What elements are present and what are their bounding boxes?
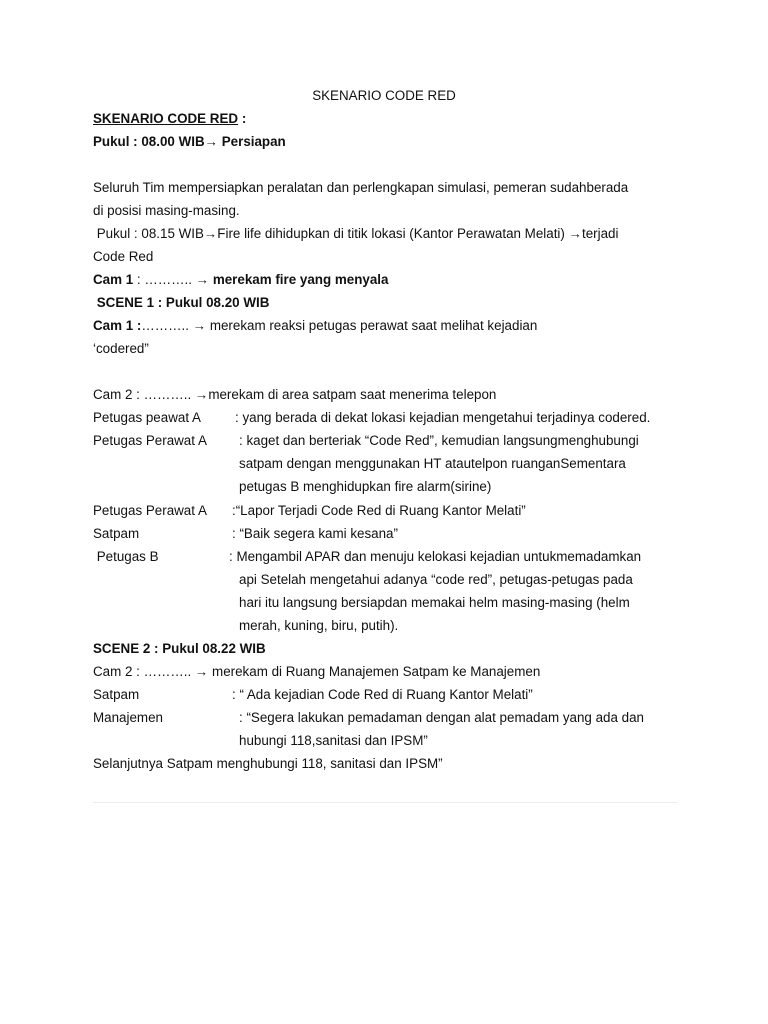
dialog1-speaker-5: Petugas B (93, 549, 159, 564)
dialog1-text-4: : “Baik segera kami kesana” (232, 526, 398, 541)
dialog1-text-1: : yang berada di dekat lokasi kejadian mengetahui terjadinya codered. (235, 410, 651, 425)
dialog1-text-5d: merah, kuning, biru, putih). (239, 618, 399, 633)
heading-text: SKENARIO CODE RED (93, 111, 239, 126)
dialog1-text-5b: api Setelah mengetahui adanya “code red”, petugas-petugas pada (239, 572, 633, 587)
cam2b-line: Cam 2 : ……….. → merekam di Ruang Manajemen Satpam ke Manajemen (93, 664, 541, 679)
dialog1-speaker-3: Petugas Perawat A (93, 503, 207, 518)
dialog2-text-1: : “ Ada kejadian Code Red di Ruang Kantor Melati” (232, 687, 533, 702)
cam1-label: Cam 1 (93, 272, 134, 287)
cam1-action: merekam fire yang menyala (212, 272, 389, 287)
fire-line-2: Code Red (93, 249, 154, 264)
dialog2-speaker-2: Manajemen (93, 710, 163, 725)
fire-line-1: Pukul : 08.15 WIB→Fire life dihidupkan di titik lokasi (Kantor Perawatan Melati) →terjadi (93, 226, 619, 241)
cam1b-continuation: ‘codered” (93, 341, 149, 356)
dialog1-text-2a: : kaget dan berteriak “Code Red”, kemudian langsungmenghubungi (239, 433, 639, 448)
dialog2-text-2b: hubungi 118,sanitasi dan IPSM” (239, 733, 428, 748)
closing-line: Selanjutnya Satpam menghubungi 118, sanitasi dan IPSM” (93, 756, 443, 771)
cam1b-label: Cam 1 : (93, 318, 142, 333)
cam1-line (93, 270, 388, 290)
cam1b-text: ……….. → merekam reaksi petugas perawat saat melihat kejadian (141, 318, 538, 333)
dialog1-text-2b: satpam dengan menggunakan HT atautelpon ruanganSementara (239, 456, 626, 471)
cam1-dots: : ……….. → (133, 272, 213, 287)
dialog1-text-2c: petugas B menghidupkan fire alarm(sirine) (239, 479, 492, 494)
intro-line-1: Seluruh Tim mempersiapkan peralatan dan perlengkapan simulasi, pemeran sudahberada (93, 180, 629, 195)
section-heading (93, 109, 246, 129)
dialog2-speaker-1: Satpam (93, 687, 140, 702)
cam2a-line: Cam 2 : ……….. →merekam di area satpam saat menerima telepon (93, 387, 497, 402)
scene2-heading: SCENE 2 : Pukul 08.22 WIB (93, 641, 266, 656)
heading-colon: : (238, 111, 247, 126)
page-divider (93, 802, 677, 803)
intro-line-2: di posisi masing-masing. (93, 203, 240, 218)
dialog1-text-5c: hari itu langsung bersiapdan memakai helm masing-masing (helm (239, 595, 630, 610)
dialog2-text-2a: : “Segera lakukan pemadaman dengan alat pemadam yang ada dan (239, 710, 644, 725)
prep-time: Pukul : 08.00 WIB→ Persiapan (93, 134, 286, 149)
document-title: SKENARIO CODE RED (312, 88, 456, 103)
scene1-heading: SCENE 1 : Pukul 08.20 WIB (93, 295, 270, 310)
dialog1-speaker-2: Petugas Perawat A (93, 433, 207, 448)
dialog1-speaker-4: Satpam (93, 526, 140, 541)
cam1b-line (93, 316, 537, 336)
dialog1-speaker-1: Petugas peawat A (93, 410, 201, 425)
dialog1-text-5a: : Mengambil APAR dan menuju kelokasi kejadian untukmemadamkan (229, 549, 642, 564)
dialog1-text-3: :“Lapor Terjadi Code Red di Ruang Kantor Melati” (232, 503, 526, 518)
